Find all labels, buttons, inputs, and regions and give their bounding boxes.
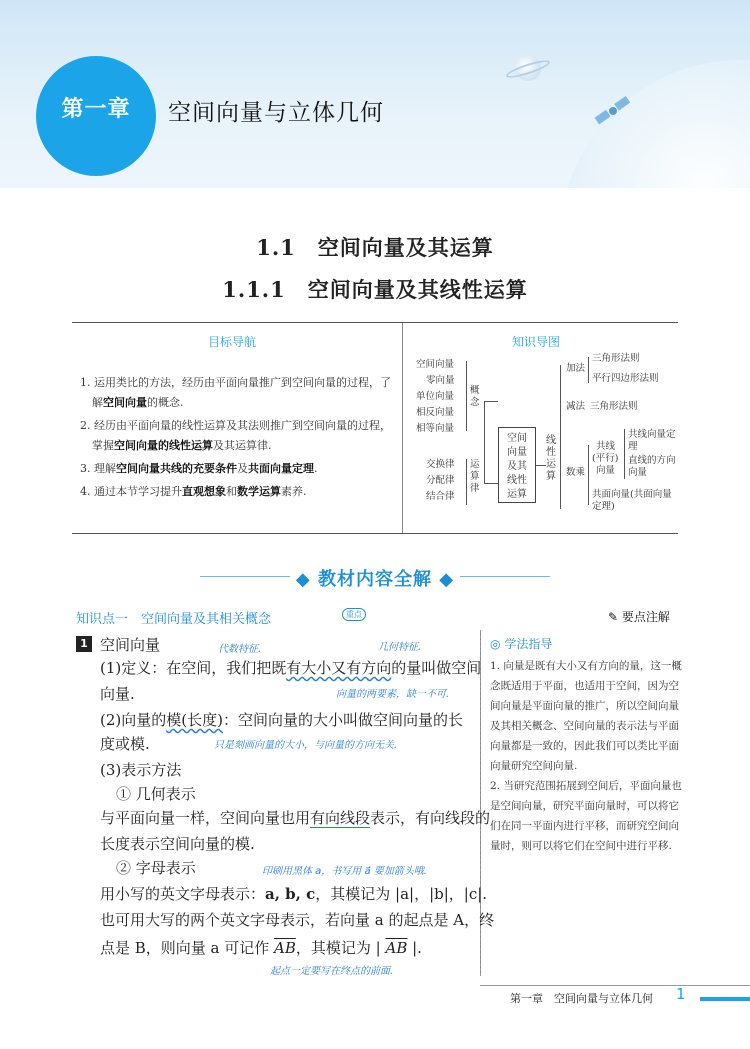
box-divider — [402, 323, 403, 533]
goal-item: 4. 通过本节学习提升直观想象和数学运算素养. — [80, 485, 307, 498]
map-collinear-item: 直线的方向向量 — [628, 455, 676, 478]
text-line: (3)表示方法 — [100, 761, 182, 779]
map-center-node: 空间 向量 及其 线性 运算 — [498, 427, 536, 503]
map-linear-label: 线性运算 — [546, 435, 556, 482]
study-guide — [490, 634, 682, 856]
map-mul-label: 数乘 — [566, 467, 586, 478]
guide-paragraph: 2. 当研究范围拓展到空间后，平面向量也是空间向量，研究平面向量时，可以将它们在同一平面内进行平移，而研究空间向量时，则可以将它们在空间中进行平移. — [490, 780, 682, 852]
map-law: 结合律 — [426, 491, 455, 502]
guide-heading: ◎ 学法指导 — [490, 637, 553, 651]
satellite-icon — [590, 88, 636, 134]
text-line: 向量. — [100, 685, 135, 703]
map-concept: 零向量 — [426, 375, 455, 386]
text-line: 长度表示空间向量的模. — [100, 835, 255, 853]
annotation: 几何特征. — [378, 642, 422, 653]
map-law: 分配律 — [426, 475, 455, 486]
planet-decoration — [560, 60, 750, 188]
annotation: 代数特征. — [218, 644, 262, 655]
item-title: 空间向量 — [100, 636, 161, 654]
annotation: 只是刻画向量的大小，与向量的方向无关. — [214, 740, 398, 751]
section-subtitle: 1.1.1 空间向量及其线性运算 — [222, 277, 528, 302]
map-add-item: 平行四边形法则 — [592, 373, 659, 384]
section-title: 1.1 空间向量及其运算 — [256, 235, 494, 260]
map-collinear-item: 共线向量定理 — [628, 429, 676, 452]
text-line: ② 字母表示 — [116, 859, 196, 877]
map-concept: 相反向量 — [416, 407, 455, 418]
pen-icon: ✎ — [608, 610, 619, 624]
key-point-badge: 重点 — [342, 608, 366, 621]
page-number: 1 — [676, 985, 686, 1003]
chapter-title: 空间向量与立体几何 — [168, 100, 384, 126]
map-sub-label: 减法 — [566, 401, 586, 412]
guide-icon: ◎ — [490, 637, 501, 651]
map-add-label: 加法 — [566, 363, 586, 374]
text-line: ① 几何表示 — [116, 785, 196, 803]
text-line: 用小写的英文字母表示：a, b, c，其模记为 |a|，|b|，|c|. — [100, 885, 488, 903]
map-collinear: 共线 — [596, 441, 616, 452]
text-line: 点是 B，则向量 a 可记作 $\overline{AB}$，其模记为 | $\overline{AB}$ |. — [100, 939, 422, 957]
map-coplanar: 共面向量(共面向量定理) — [592, 489, 672, 512]
map-collinear: 向量 — [596, 465, 616, 476]
map-law: 交换律 — [426, 459, 455, 470]
goal-item: 3. 理解空间向量共线的充要条件及共面向量定理. — [80, 462, 318, 475]
item-number: 1 — [76, 636, 92, 652]
footer-chapter: 第一章 空间向量与立体几何 — [510, 992, 653, 1005]
map-concept: 空间向量 — [416, 359, 455, 370]
map-concept-label: 概念 — [470, 385, 480, 408]
content-title: ◆ 教材内容全解 ◆ — [295, 569, 455, 590]
footer-rule — [480, 985, 750, 986]
goal-item: 2. 经历由平面向量的线性运算及其法则推广到空间向量的过程，掌握空间向量的线性运算及其运算律. — [80, 419, 391, 452]
knowledge-map — [412, 355, 674, 533]
map-concept: 相等向量 — [416, 423, 455, 434]
annotation: 向量的两要素，缺一不可. — [336, 689, 450, 700]
map-sub-item: 三角形法则 — [590, 401, 638, 412]
map-heading: 知识导图 — [512, 335, 561, 349]
text-line: 与平面向量一样，空间向量也用有向线段表示，有向线段的 — [100, 809, 491, 827]
map-add-item: 三角形法则 — [592, 353, 640, 364]
text-line: 度或模. — [100, 735, 150, 753]
map-concept: 单位向量 — [416, 391, 455, 402]
guide-paragraph: 1. 向量是既有大小又有方向的量，这一概念既适用于平面，也适用于空间，因为空间向量是平面向量的推广，所以空间向量及其相关概念、空间向量的表示法与平面向量都是一致的，因此我们可以类比平面向量研究空间向量. — [490, 660, 682, 772]
text-line: (1)定义：在空间，我们把既有大小又有方向的量叫做空间 — [100, 659, 482, 677]
text-line: 也可用大写的两个英文字母表示，若向量 a 的起点是 A，终 — [100, 911, 495, 929]
text-line: (2)向量的模(长度)：空间向量的大小叫做空间向量的长 — [100, 711, 463, 729]
goal-map-box — [72, 322, 678, 534]
goal-list — [80, 373, 394, 505]
annotation: 起点一定要写在终点的前面. — [270, 966, 394, 977]
title-rule-right — [460, 576, 550, 577]
goal-heading: 目标导航 — [208, 335, 257, 349]
knowledge-point-title: 知识点一 空间向量及其相关概念 — [76, 612, 272, 627]
goal-item: 1. 运用类比的方法，经历由平面向量推广到空间向量的过程，了解空间向量的概念. — [80, 376, 391, 409]
footer-accent-bar — [700, 997, 750, 1001]
notes-heading: ✎ 要点注解 — [608, 610, 670, 624]
chapter-label: 第一章 — [61, 97, 131, 122]
annotation: 印刷用黑体 a，书写用 a⃗ 要加箭头哦. — [262, 866, 427, 877]
map-collinear: (平行) — [592, 453, 619, 464]
map-law-label: 运算律 — [470, 459, 480, 494]
